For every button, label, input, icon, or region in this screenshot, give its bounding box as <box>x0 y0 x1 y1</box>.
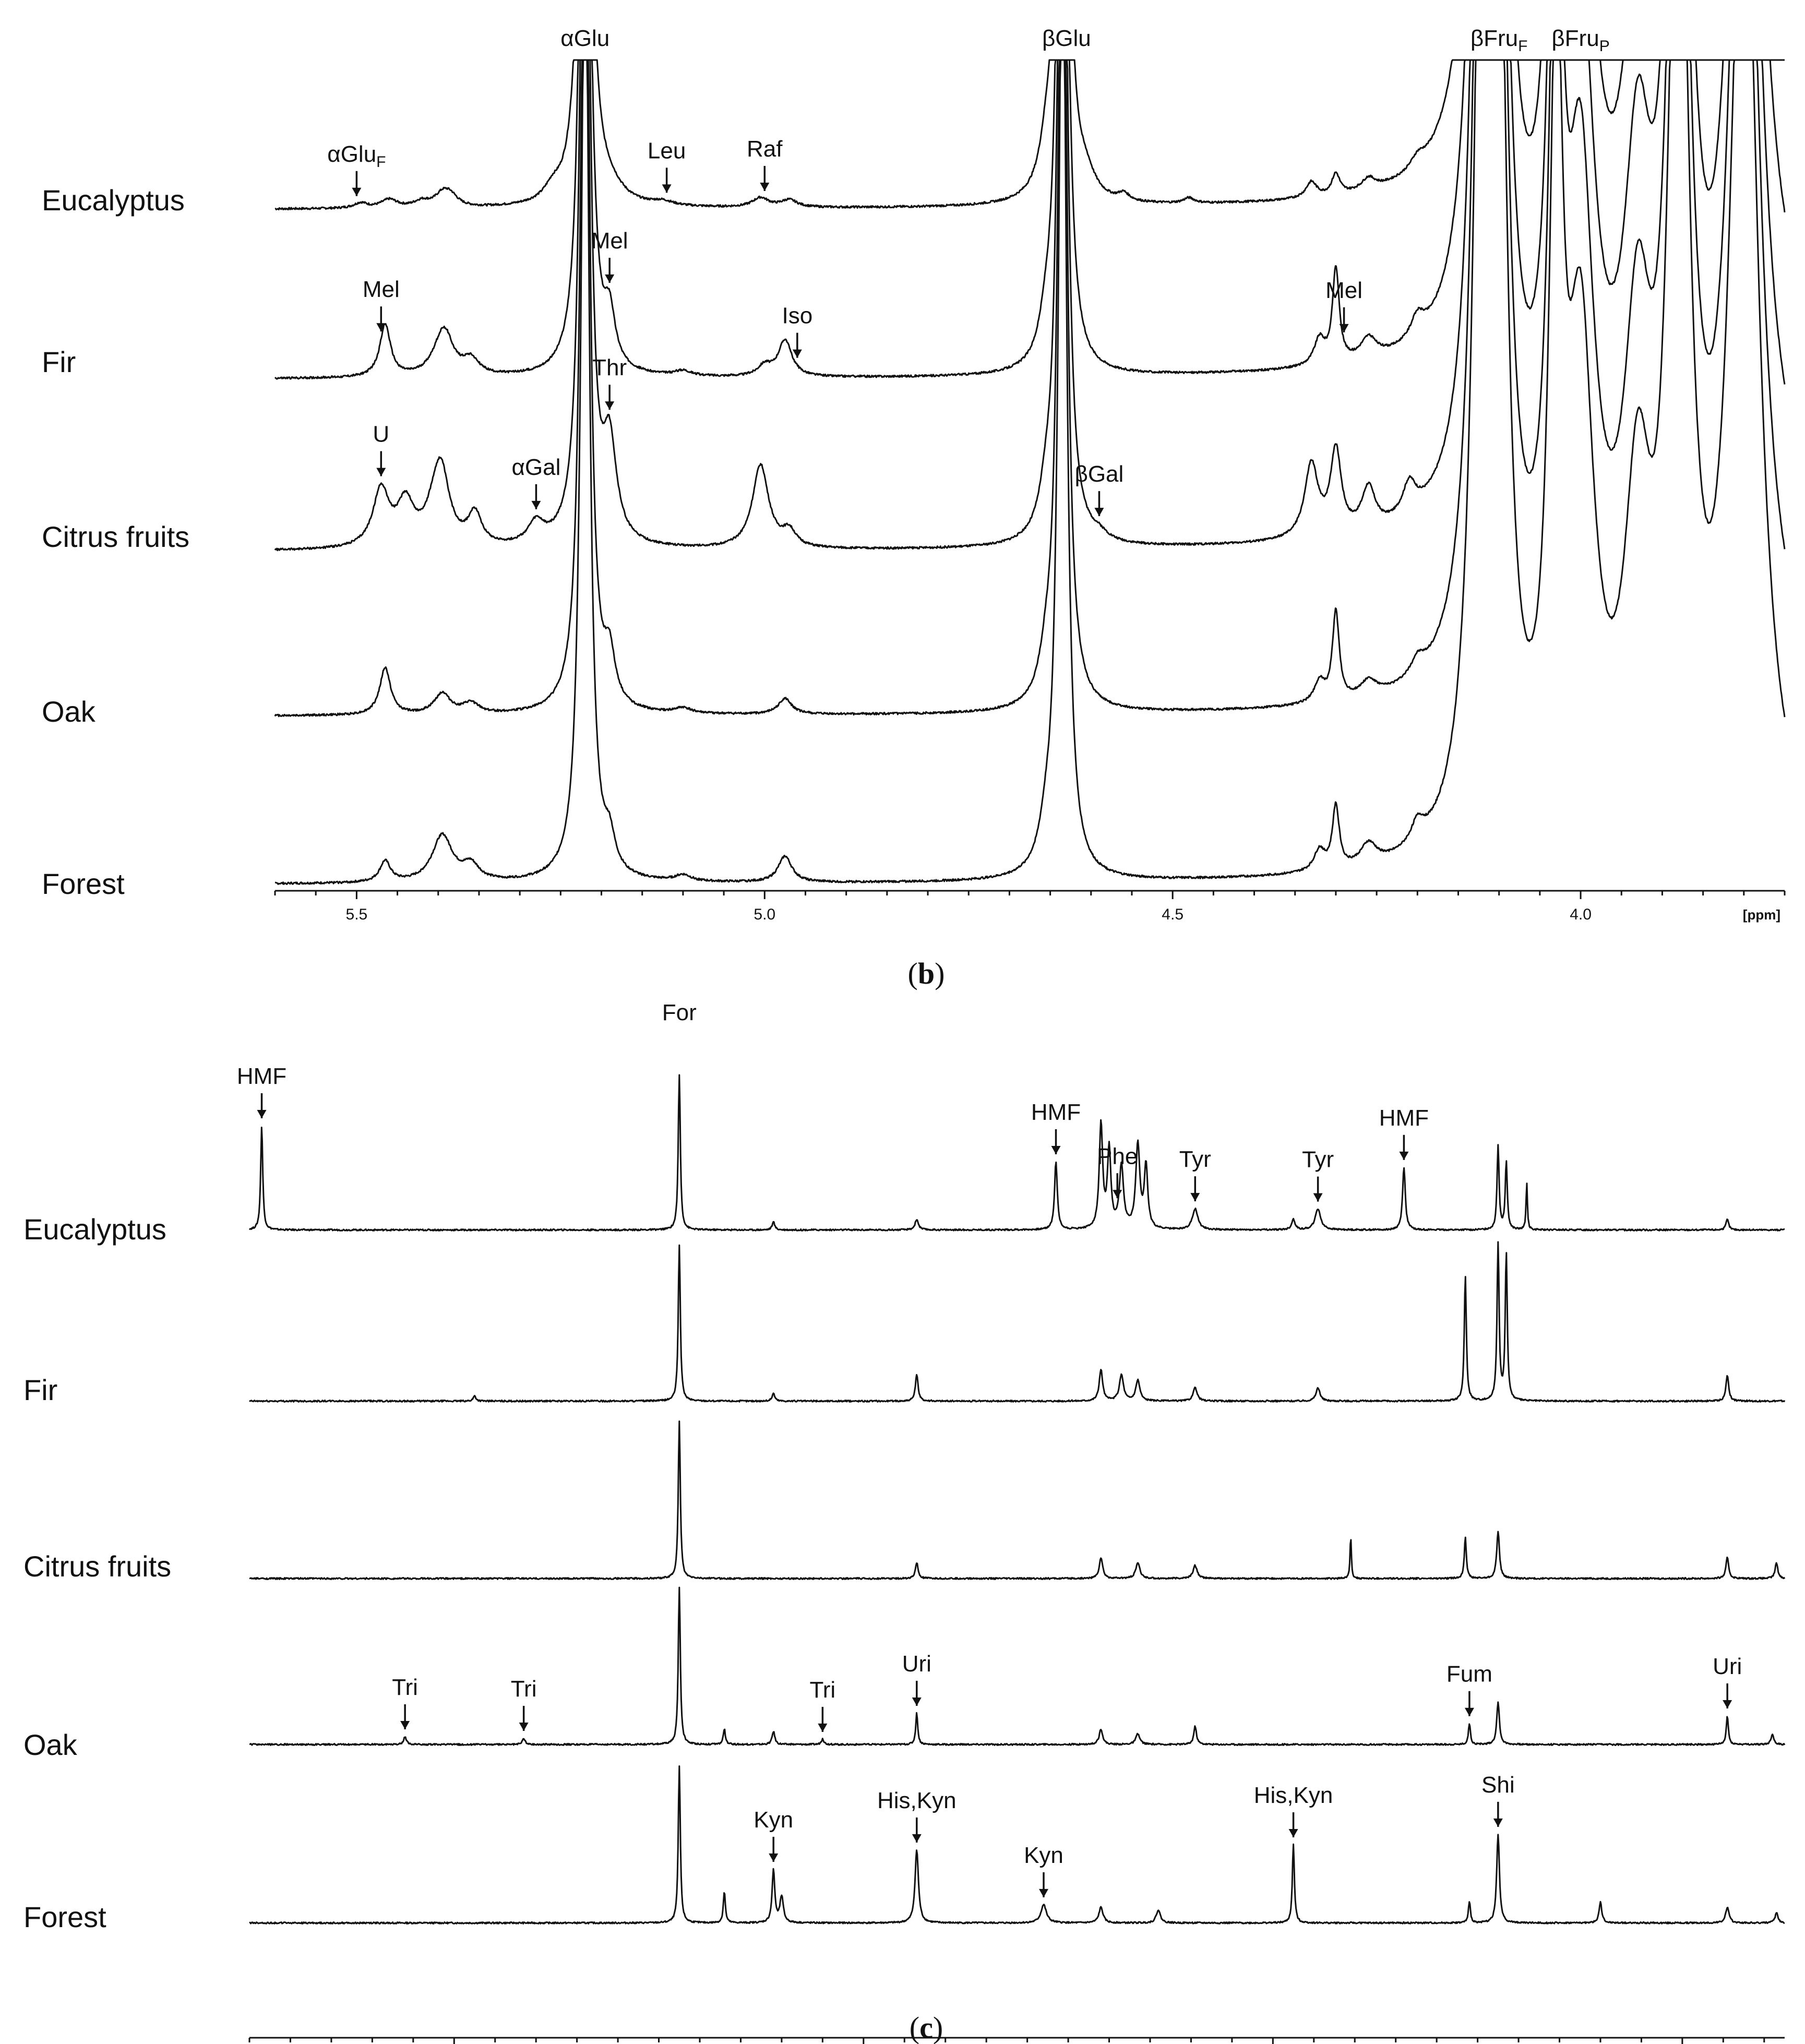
spectrum-trace-oak <box>275 60 1785 716</box>
peak-label-fum: Fum <box>1446 1661 1492 1687</box>
peak-label-uri: Uri <box>902 1651 931 1677</box>
series-label-eucalyptus: Eucalyptus <box>23 1213 166 1246</box>
peak-arrow-head <box>1113 1190 1122 1198</box>
peak-label-mel: Mel <box>362 277 400 303</box>
panel-label: (c) <box>909 2011 943 2044</box>
series-label-forest: Forest <box>42 867 125 900</box>
panel-c-chart <box>23 1000 1785 2044</box>
peak-arrow-head <box>352 188 361 196</box>
peak-label-phe: Phe <box>1097 1143 1138 1169</box>
peak-arrow-head <box>376 468 386 476</box>
spectrum-trace-citrus-fruits <box>249 1421 1785 1580</box>
peak-label-thr: Thr <box>592 355 627 381</box>
peak-label-iso: Iso <box>782 303 813 329</box>
spectrum-trace-oak <box>249 1587 1785 1745</box>
x-tick-label: 4.0 <box>1570 906 1592 923</box>
spectrum-trace-eucalyptus <box>275 60 1785 210</box>
peak-label-mel: Mel <box>1325 277 1363 303</box>
peak-label-u: U <box>373 421 390 447</box>
peak-label-hmf: HMF <box>1031 1099 1081 1125</box>
peak-arrow-head <box>1465 1708 1474 1716</box>
spectrum-trace-forest <box>275 60 1785 884</box>
series-label-forest: Forest <box>23 1900 106 1933</box>
peak-arrow-head <box>662 184 672 193</box>
peak-label-glu: αGlu <box>560 26 610 51</box>
series-label-citrus-fruits: Citrus fruits <box>42 520 190 553</box>
peak-arrow-head <box>818 1724 827 1732</box>
panel-label: (b) <box>907 957 945 990</box>
series-label-fir: Fir <box>42 345 76 378</box>
peak-arrow-head <box>912 1698 922 1706</box>
peak-label-tri: Tri <box>809 1677 836 1703</box>
peak-label-hmf: HMF <box>1379 1105 1429 1131</box>
series-label-eucalyptus: Eucalyptus <box>42 184 185 217</box>
peak-arrow-head <box>1493 1819 1503 1827</box>
panel-b-chart <box>42 26 1785 990</box>
x-tick-label: 4.5 <box>1162 906 1184 923</box>
peak-label-his-kyn: His,Kyn <box>1253 1782 1333 1808</box>
peak-arrow-head <box>1051 1146 1061 1154</box>
peak-label-fru: βFru$_P$ <box>1551 26 1610 55</box>
spectrum-trace-forest <box>249 1766 1785 1924</box>
spectrum-trace-citrus-fruits <box>275 60 1785 551</box>
peak-label-tyr: Tyr <box>1179 1146 1211 1173</box>
x-tick-label: 5.5 <box>345 906 368 923</box>
peak-label-for: For <box>662 1000 697 1025</box>
peak-label-glu: αGlu$_F$ <box>327 141 386 171</box>
peak-label-gal: αGal <box>511 454 561 480</box>
peak-label-glu: βGlu <box>1042 26 1091 51</box>
peak-arrow-head <box>519 1723 529 1731</box>
peak-arrow-head <box>1289 1829 1298 1837</box>
series-label-fir: Fir <box>23 1373 58 1406</box>
peak-label-fru: βFru$_F$ <box>1470 26 1528 55</box>
peak-label-mel: Mel <box>591 228 628 254</box>
series-label-oak: Oak <box>23 1728 77 1761</box>
peak-label-gal: βGal <box>1074 461 1124 487</box>
peak-label-tri: Tri <box>510 1676 537 1702</box>
peak-arrow-head <box>400 1721 410 1729</box>
peak-arrow-head <box>1190 1193 1200 1201</box>
spectrum-trace-eucalyptus <box>249 1075 1785 1231</box>
x-tick-label: 5.0 <box>754 906 776 923</box>
peak-label-tyr: Tyr <box>1302 1146 1334 1173</box>
series-label-oak: Oak <box>42 695 95 728</box>
peak-arrow-head <box>760 183 769 191</box>
peak-label-shi: Shi <box>1481 1772 1515 1798</box>
peak-arrow-head <box>605 274 614 283</box>
peak-arrow-head <box>793 350 802 358</box>
series-label-citrus-fruits: Citrus fruits <box>23 1550 172 1583</box>
peak-arrow-head <box>1313 1193 1323 1202</box>
peak-label-kyn: Kyn <box>754 1807 794 1833</box>
peak-arrow-head <box>1039 1889 1048 1897</box>
peak-label-leu: Leu <box>647 138 686 164</box>
spectrum-trace-fir <box>275 60 1785 379</box>
peak-arrow-head <box>1340 324 1349 332</box>
peak-arrow-head <box>605 401 614 410</box>
peak-arrow-head <box>1094 508 1104 516</box>
peak-label-hmf: HMF <box>236 1063 287 1089</box>
peak-arrow-head <box>912 1834 922 1843</box>
peak-label-uri: Uri <box>1713 1653 1742 1679</box>
peak-arrow-head <box>1399 1152 1408 1160</box>
x-axis-unit-label: [ppm] <box>1742 907 1780 923</box>
peak-label-tri: Tri <box>392 1674 418 1700</box>
peak-arrow-head <box>1723 1700 1732 1708</box>
peak-label-his-kyn: His,Kyn <box>877 1787 957 1813</box>
peak-label-raf: Raf <box>747 136 783 162</box>
spectrum-trace-fir <box>249 1242 1785 1402</box>
peak-arrow-head <box>376 323 386 331</box>
peak-arrow-head <box>257 1110 267 1118</box>
peak-label-kyn: Kyn <box>1024 1842 1063 1868</box>
peak-arrow-head <box>531 501 541 509</box>
peak-arrow-head <box>769 1854 778 1862</box>
